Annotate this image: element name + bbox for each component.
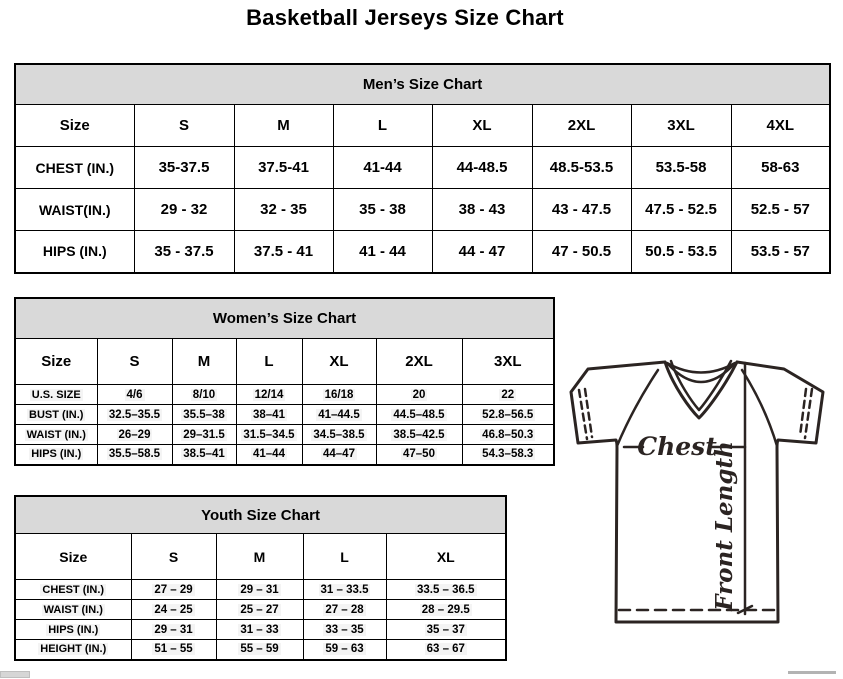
value-cell: 35 - 38 [333, 189, 432, 231]
value-cell [216, 580, 303, 600]
size-header-row [15, 105, 830, 147]
table-row [15, 580, 506, 600]
value-cell: 44 - 47 [432, 231, 532, 273]
row-label [15, 600, 131, 620]
value-cell [303, 580, 386, 600]
value-cell: 29 - 32 [134, 189, 234, 231]
value-cell: 47.5 - 52.5 [631, 189, 731, 231]
value-text: 32.5–35.5 [108, 408, 161, 421]
womens-size-table [14, 297, 555, 466]
value-text: 31 – 33.5 [320, 583, 369, 596]
jersey-outline [571, 362, 823, 622]
size-header-cell: 4XL [731, 105, 830, 147]
size-header-cell: 3XL [462, 339, 554, 385]
size-header-cell: 2XL [532, 105, 631, 147]
value-cell: 52.5 - 57 [731, 189, 830, 231]
value-cell [236, 385, 302, 405]
table-row [15, 425, 554, 445]
value-cell [97, 445, 172, 465]
value-cell [97, 385, 172, 405]
value-cell [172, 445, 236, 465]
value-cell [236, 445, 302, 465]
size-corner-cell: Size [15, 534, 131, 580]
row-label-text: WAIST (IN.) [43, 603, 103, 616]
value-cell [386, 600, 506, 620]
row-label-text: WAIST (IN.) [26, 428, 86, 441]
value-cell: 41-44 [333, 147, 432, 189]
row-label-text: CHEST (IN.) [42, 583, 105, 596]
row-label: HIPS (IN.) [15, 231, 134, 273]
value-cell [462, 425, 554, 445]
value-cell [236, 405, 302, 425]
value-text: 51 – 55 [154, 643, 193, 656]
row-label [15, 405, 97, 425]
size-header-cell: L [303, 534, 386, 580]
table-row [15, 600, 506, 620]
value-cell: 37.5 - 41 [234, 231, 333, 273]
table-row [15, 147, 830, 189]
value-text: 55 – 59 [240, 643, 279, 656]
page-title: Basketball Jerseys Size Chart [246, 5, 564, 30]
value-cell: 35 - 37.5 [134, 231, 234, 273]
value-text: 38.5–41 [183, 448, 225, 461]
value-text: 29–31.5 [183, 428, 225, 441]
value-cell [376, 385, 462, 405]
row-label [15, 385, 97, 405]
value-cell: 38 - 43 [432, 189, 532, 231]
row-label [15, 640, 131, 660]
row-label [15, 445, 97, 465]
row-label: WAIST(IN.) [15, 189, 134, 231]
value-text: 16/18 [324, 388, 354, 401]
value-text: 46.8–50.3 [482, 428, 534, 441]
mens-size-table [14, 63, 831, 274]
size-corner-cell: Size [15, 105, 134, 147]
size-corner-cell: Size [15, 339, 97, 385]
value-cell [131, 620, 216, 640]
value-cell: 47 - 50.5 [532, 231, 631, 273]
value-cell [303, 620, 386, 640]
value-cell [216, 640, 303, 660]
table-row [15, 385, 554, 405]
table-row [15, 620, 506, 640]
value-cell [462, 445, 554, 465]
value-cell: 32 - 35 [234, 189, 333, 231]
table-row [15, 231, 830, 273]
size-header-cell: XL [432, 105, 532, 147]
size-header-row [15, 339, 554, 385]
value-text: 22 [501, 388, 515, 401]
value-cell: 41 - 44 [333, 231, 432, 273]
size-header-cell: L [333, 105, 432, 147]
value-text: 34.5–38.5 [313, 428, 365, 441]
table-header-band [15, 298, 554, 339]
value-cell [462, 385, 554, 405]
value-cell [131, 600, 216, 620]
value-cell [302, 445, 376, 465]
size-header-cell: M [216, 534, 303, 580]
value-cell [302, 385, 376, 405]
value-cell [236, 425, 302, 445]
value-text: 44–47 [323, 448, 355, 461]
value-cell: 43 - 47.5 [532, 189, 631, 231]
value-cell [386, 580, 506, 600]
value-text: 35.5–38 [183, 408, 225, 421]
size-header-cell: 2XL [376, 339, 462, 385]
value-text: 63 – 67 [426, 643, 465, 656]
value-cell [386, 640, 506, 660]
value-cell [172, 405, 236, 425]
scrollbar-fragment-right [788, 671, 836, 674]
value-text: 31 – 33 [240, 623, 279, 636]
value-cell [131, 640, 216, 660]
value-text: 59 – 63 [325, 643, 364, 656]
value-cell: 53.5 - 57 [731, 231, 830, 273]
value-text: 12/14 [254, 388, 284, 401]
value-text: 20 [412, 388, 426, 401]
chest-label: Chest [637, 432, 717, 461]
value-text: 38–41 [253, 408, 285, 421]
row-label [15, 580, 131, 600]
value-text: 28 – 29.5 [421, 603, 470, 616]
table-row [15, 405, 554, 425]
value-cell [386, 620, 506, 640]
table-row [15, 445, 554, 465]
value-cell [97, 425, 172, 445]
value-cell [303, 600, 386, 620]
value-text: 24 – 25 [154, 603, 193, 616]
size-header-cell: M [234, 105, 333, 147]
value-cell: 37.5-41 [234, 147, 333, 189]
row-label-text: HEIGHT (IN.) [40, 643, 107, 656]
value-text: 31.5–34.5 [243, 428, 295, 441]
table-row [15, 640, 506, 660]
value-cell: 53.5-58 [631, 147, 731, 189]
size-header-cell: S [134, 105, 234, 147]
value-cell [97, 405, 172, 425]
size-header-cell: XL [302, 339, 376, 385]
jersey-diagram-svg [558, 356, 842, 636]
value-cell [302, 405, 376, 425]
value-text: 33 – 35 [325, 623, 364, 636]
value-text: 29 – 31 [240, 583, 279, 596]
row-label-text: HIPS (IN.) [48, 623, 99, 636]
size-header-cell: L [236, 339, 302, 385]
value-text: 35 – 37 [426, 623, 465, 636]
value-text: 33.5 – 36.5 [416, 583, 475, 596]
value-cell [216, 600, 303, 620]
youth-table-title: Youth Size Chart [15, 496, 506, 534]
size-header-cell: S [131, 534, 216, 580]
value-cell [216, 620, 303, 640]
scrollbar-fragment-left [0, 671, 30, 678]
size-header-cell: S [97, 339, 172, 385]
value-text: 25 – 27 [240, 603, 279, 616]
value-text: 41–44.5 [318, 408, 360, 421]
table-header-band [15, 496, 506, 534]
value-text: 4/6 [126, 388, 143, 401]
value-cell [172, 385, 236, 405]
value-cell [172, 425, 236, 445]
jersey-measurement-diagram [558, 356, 842, 636]
value-text: 54.3–58.3 [482, 448, 534, 461]
value-text: 27 – 28 [325, 603, 364, 616]
value-text: 35.5–58.5 [108, 448, 161, 461]
value-text: 44.5–48.5 [393, 408, 445, 421]
size-header-row [15, 534, 506, 580]
value-text: 27 – 29 [154, 583, 193, 596]
value-cell: 44-48.5 [432, 147, 532, 189]
value-cell: 48.5-53.5 [532, 147, 631, 189]
value-cell [376, 425, 462, 445]
row-label-text: HIPS (IN.) [31, 448, 82, 461]
value-cell [303, 640, 386, 660]
value-cell [131, 580, 216, 600]
size-header-cell: 3XL [631, 105, 731, 147]
front-length-label: Front Length [711, 441, 738, 611]
value-text: 26–29 [118, 428, 151, 441]
mens-table-title: Men’s Size Chart [15, 64, 830, 105]
value-text: 47–50 [403, 448, 435, 461]
value-text: 41–44 [253, 448, 285, 461]
row-label-text: U.S. SIZE [31, 388, 81, 401]
value-cell: 58-63 [731, 147, 830, 189]
womens-table-title: Women’s Size Chart [15, 298, 554, 339]
value-cell [302, 425, 376, 445]
value-cell [376, 445, 462, 465]
row-label [15, 620, 131, 640]
value-cell [376, 405, 462, 425]
value-cell [462, 405, 554, 425]
value-text: 52.8–56.5 [482, 408, 534, 421]
size-header-cell: M [172, 339, 236, 385]
row-label: CHEST (IN.) [15, 147, 134, 189]
value-text: 29 – 31 [154, 623, 193, 636]
youth-size-table [14, 495, 507, 661]
value-cell: 50.5 - 53.5 [631, 231, 731, 273]
row-label [15, 425, 97, 445]
row-label-text: BUST (IN.) [29, 408, 84, 421]
table-row [15, 189, 830, 231]
value-text: 8/10 [192, 388, 216, 401]
value-text: 38.5–42.5 [393, 428, 445, 441]
value-cell: 35-37.5 [134, 147, 234, 189]
size-header-cell: XL [386, 534, 506, 580]
table-header-band [15, 64, 830, 105]
